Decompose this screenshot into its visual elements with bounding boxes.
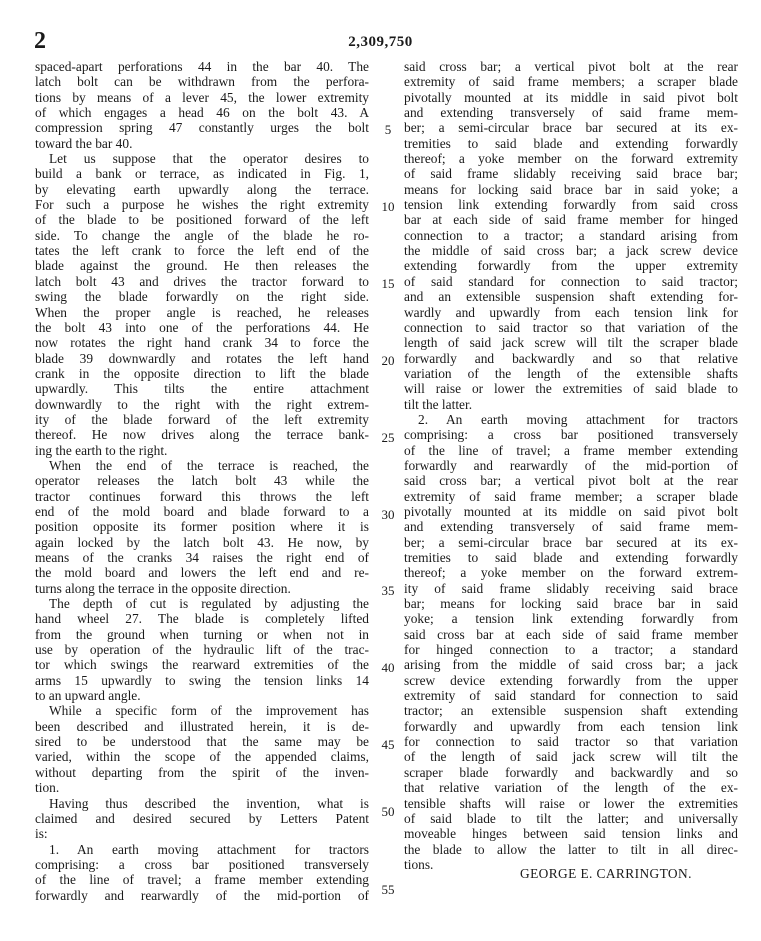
line-number: 10 [381,199,395,214]
text-line: arising from the middle of said cross bar; a jack [404,657,738,673]
text-line: tractor continues forward this throws the left [35,488,369,504]
text-line: comprising: a cross bar positioned transversely [404,427,738,443]
line-number: 5 [384,122,392,137]
line-number: 20 [381,353,395,368]
text-line: ber; a semi-circular brace bar secured at its ex- [404,120,738,136]
line-number: 45 [381,737,395,752]
text-line: bar; means for locking said brace bar in said [404,596,738,612]
text-line: toward the bar 40. [35,135,133,151]
text-line: screw device extending forwardly from the upper [404,672,738,688]
text-line: swing the blade forwardly on the right side. [35,289,369,305]
text-line: crank in the opposite direction to lift the blade [35,365,369,381]
line-number: 55 [381,882,395,897]
text-line: forwardly and rearwardly of the mid-portion of [404,457,738,473]
text-line: The depth of cut is regulated by adjusting the [49,596,369,612]
text-line: of the line of travel; a frame member extending [404,442,738,458]
text-line: pivotally mounted at its middle on said pivot bolt [404,503,738,519]
text-line: 2. An earth moving attachment for tractors [418,411,738,427]
line-number: 35 [381,583,395,598]
text-line: latch bolt can be withdrawn from the perfora- [35,74,369,90]
text-line: tions. [404,856,434,872]
text-line: tor which swings the rearward extremities of the [35,657,369,673]
text-line: side. To change the angle of the blade he ro- [35,227,369,243]
text-line: When the proper angle is reached, he releases [35,304,369,320]
text-line: of the line of travel; a frame member extending [35,872,369,888]
text-line: spaced-apart perforations 44 in the bar 40. The [35,59,369,74]
text-line: said cross bar; a vertical pivot bolt at the rear [404,473,738,489]
text-line: 1. An earth moving attachment for tractors [49,841,369,857]
line-number: 30 [381,507,395,522]
text-line: thereof; a yoke member on the forward extremity [404,151,738,167]
line-number: 25 [381,430,395,445]
text-line: bar at each side of said frame member for hinged [404,212,738,228]
text-line: position opposite its former position where it is [35,519,369,535]
text-line: and extending transversely of said frame mem- [404,519,738,535]
left-text-column [35,59,369,903]
text-line: claimed and desired secured by Letters Patent [35,810,369,826]
text-line: to an upward angle. [35,688,141,704]
text-line: build a bank or terrace, as indicated in Fig. 1, [35,166,369,182]
text-line: is: [35,826,48,842]
text-line: by elevating earth upwardly along the terrace. [35,181,369,197]
line-number: 40 [381,660,395,675]
text-line: varied, within the scope of the appended claims, [35,749,369,765]
text-line: said cross bar; a vertical pivot bolt at the rear [404,59,738,74]
text-line: the blade to allow the latter to tilt in all direc- [404,841,738,857]
text-line: arms 15 upwardly to swing the tension links 14 [35,672,369,688]
text-line: again locked by the latch bolt 43. He now, by [35,534,369,550]
text-line: means for locking said brace bar in said yoke; a [404,181,738,197]
text-line: tension link extending forwardly from said cross [404,197,738,213]
inventor-signature: GEORGE E. CARRINGTON. [520,866,692,881]
text-line: While a specific form of the improvement has [49,703,369,719]
text-line: variation of the length of the extensible shafts [404,365,738,381]
text-line: pivotally mounted at its middle in said pivot bolt [404,89,738,105]
text-line: and extending transversely of said frame mem- [404,105,738,121]
line-number: 50 [381,804,395,819]
text-line: yoke; a tension link extending forwardly from [404,611,738,627]
text-line: that relative variation of the length of the ex- [404,780,738,796]
text-line: now rotates the right hand crank 34 to force the [35,335,369,351]
text-line: tensible shafts will raise or lower the extremities [404,795,738,811]
text-line: will raise or lower the extremities of said blade to [404,381,738,397]
text-line: tates the left crank to force the left end of the [35,243,369,259]
text-line: compression spring 47 constantly urges the bolt [35,120,369,136]
text-line: and an extensible suspension shaft extending for- [404,289,738,305]
text-line: forwardly and backwardly and so that relative [404,350,738,366]
text-line: scraper blade forwardly and backwardly and so [404,764,738,780]
text-line: forwardly and upwardly from each tension link [404,718,738,734]
text-line: ity of said frame slidably receiving said brace [404,580,738,596]
text-line: thereof; a yoke member on the forward extrem- [404,565,738,581]
text-line: wardly and upwardly from each tension link for [404,304,738,320]
text-line: said cross bar at each side of said frame member [404,626,738,642]
text-line: extremity of said standard for connection to said [404,688,738,704]
text-line: of said frame slidably receiving said brace bar; [404,166,738,182]
text-line: end of the mold board and blade forward to a [35,503,369,519]
text-line: When the end of the terrace is reached, the [49,457,369,473]
text-line: connection to said tractor so that variation of the [404,319,738,335]
text-line: tion. [35,780,60,796]
text-line: turns along the terrace in the opposite direction. [35,580,291,596]
text-line: for connection to said tractor so that variation [404,734,738,750]
text-line: extending forwardly from the upper extremity [404,258,738,274]
text-line: extremity of said frame members; a scraper blade [404,74,738,90]
text-line: blade against the ground. He then releases the [35,258,369,274]
text-line: of said blade to tilt the latter; and universally [404,810,738,826]
page-number: 2 [34,28,46,54]
text-line: tremities to said blade and extending forwardly [404,550,738,565]
text-line: the middle of said cross bar; a jack screw device [404,243,738,259]
text-line: means of the cranks 34 raises the right end of [35,550,369,565]
text-line: sired to be understood that the same may be [35,734,369,750]
text-line: ity of the blade forward of the left extremity [35,411,369,427]
text-line: operator releases the latch bolt 43 while the [35,473,369,489]
text-line: ber; a semi-circular brace bar secured at its ex- [404,534,738,550]
text-line: of which engages a head 46 on the bolt 43. A [35,105,369,121]
text-line: For such a purpose he wishes the right extremity [35,197,369,213]
text-line: ing the earth to the right. [35,442,168,458]
text-line: of said standard for connection to said tractor; [404,273,738,289]
text-line: downwardly to the right with the right extrem- [35,396,369,412]
text-line: Let us suppose that the operator desires to [49,151,369,167]
text-line: tractor; an extensible suspension shaft extending [404,703,738,719]
text-line: the bolt 43 into one of the perforations 44. He [35,319,369,335]
text-line: latch bolt 43 and drives the tractor forward to [35,273,369,289]
text-line: length of said jack screw will tilt the scraper blade [404,335,738,351]
text-line: the mold board and lowers the left end and re- [35,565,369,581]
text-line: from the ground when turning or when not in [35,626,369,642]
text-line: tilt the latter. [404,396,473,412]
text-line: for hinged connection to a tractor; a standard [404,642,738,658]
text-line: tions by means of a lever 45, the lower extremity [35,89,369,105]
text-line: moveable hinges between said tension links and [404,826,738,842]
text-line: thereof. He now drives along the terrace bank- [35,427,369,443]
text-line: Having thus described the invention, what is [49,795,369,811]
patent-number: 2,309,750 [348,34,413,50]
text-line: extremity of said frame member; a scraper blade [404,488,738,504]
text-line: been described and illustrated herein, it is de- [35,718,369,734]
text-line: upwardly. This tilts the entire attachment [35,381,369,397]
text-line: without departing from the spirit of the inven- [35,764,369,780]
line-number: 15 [381,276,395,291]
text-line: blade 39 downwardly and rotates the left hand [35,350,369,366]
text-line: connection to a tractor; a standard arising from [404,227,738,243]
right-text-column [404,59,738,872]
text-line: of the length of said jack screw will tilt the [404,749,738,765]
text-line: tremities to said blade and extending forwardly [404,135,738,151]
text-line: forwardly and rearwardly of the mid-portion of [35,887,369,903]
text-line: use by operation of the hydraulic lift of the trac- [35,642,369,658]
text-line: comprising: a cross bar positioned transversely [35,856,369,872]
text-line: of the blade to be positioned forward of the left [35,212,369,228]
text-line: hand wheel 27. The blade is completely lifted [35,611,369,627]
